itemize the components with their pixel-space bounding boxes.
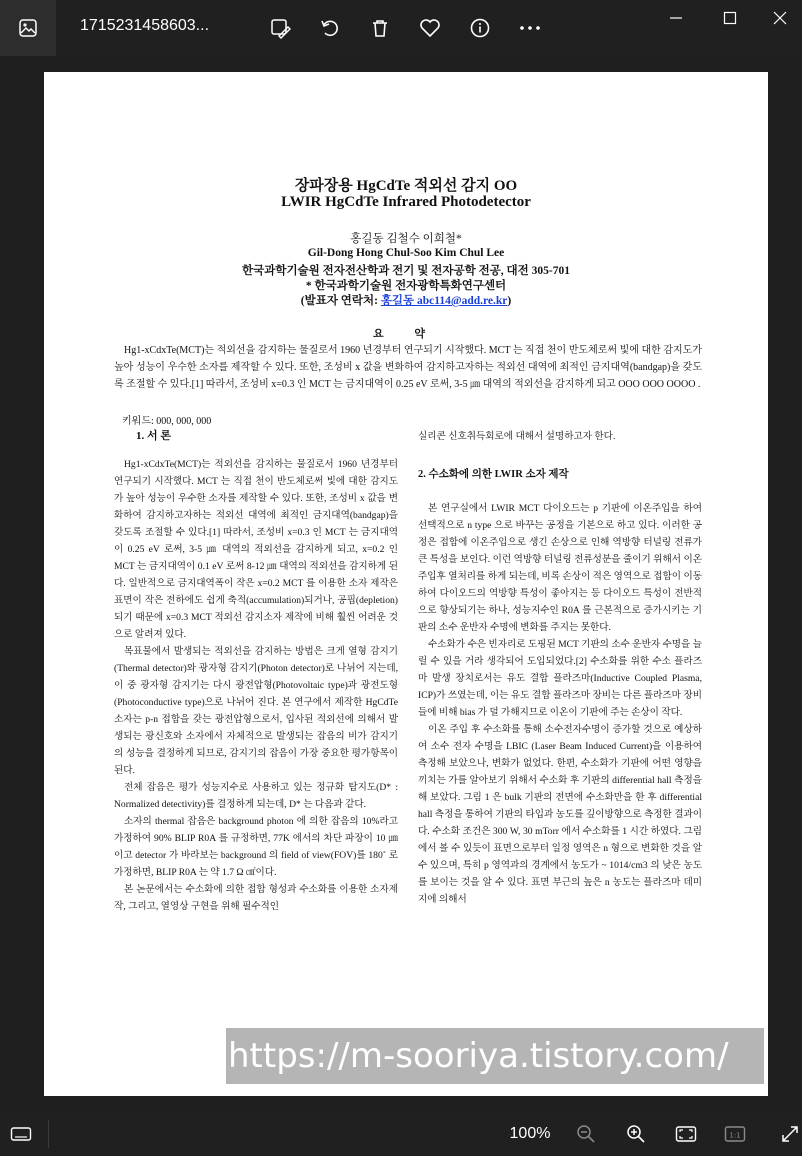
paragraph: 소자의 thermal 잡음은 background photon 에 의한 잡음의 10%라고 가정하여 90% BLIP R0A 를 규정하면, 77K 에서의 차단 파장이 10 ㎛이고 detector 가 바라보는 background 의 field of view(FOV)를 180˚ 로 가정하면, BLIP R0A 는 약 1.7 Ω ㎠이다. (114, 816, 398, 878)
file-name: 1715231458603... (80, 17, 210, 34)
svg-text:1:1: 1:1 (729, 1131, 741, 1140)
contact-suffix: ) (507, 295, 512, 307)
close-icon[interactable] (768, 6, 792, 30)
paragraph: 이온 주입 후 수소화를 통해 소수전자수명이 증가할 것으로 예상하여 소수 전자 수명을 LBIC (Laser Beam Induced Current)을 이용하여 측정해 보았으나, 변화가 없었다. 한편, 수소화가 기판에 어떤 영향을 끼치는 가를 알아보기 위해서 수소화 후 기판의 differential hall 측정을 해 보았다. 그림 1 은 bulk 기판의 전면에 수소화만을 한 후 differential hall 측정을 통하여 기판의 타입과 농도를 깊이방향으로 측정한 결과이다. 수소화 조건은 300 W, 30 mTorr 에서 수소화를 1 시간 하였다. 그림에서 볼 수 있듯이 표면으로부터 일정 영역은 n 형으로 변화한 것을 알 수 있으며, 특히 p 영역과의 경계에서 농도가 ~ 1014/cm3 의 낮은 농도를 보이는 것을 알 수 있다. 표면 부근의 높은 n 농도는 플라즈마 데미지에 의해서 (418, 724, 702, 905)
title-bar (0, 0, 802, 56)
paragraph: 본 연구실에서 LWIR MCT 다이오드는 p 기판에 이온주입을 하여 선택적으로 n type 으로 바꾸는 공정을 기본으로 하고 있다. 이러한 공정은 접합에 이온주입으로 생긴 손상으로 인해 역방향 터널링 전류가 큰 특성을 보인다. 이런 역방향 터널링 전류성분을 줄이기 위해서 이온주입후 열처리를 하게 되는데, 비록 손상이 적은 영역으로 접합이 이동하여 다이오드의 역방향 특성이 좋아지는 등 다이오드 특성이 전반적으로 향상되기는 하나, 성능지수인 R0A 를 근본적으로 증가시키는 기판의 소수 운반자 수명에 변화를 주지는 못한다. (418, 503, 702, 633)
more-icon[interactable] (516, 14, 544, 42)
keywords: 키워드: 000, 000, 000 (122, 416, 212, 427)
contact-email-link[interactable]: 홍길동 abc114@add.re.kr (380, 295, 508, 307)
zoom-in-icon[interactable] (624, 1122, 648, 1146)
document-page (44, 72, 768, 1096)
watermark-url: https://m-sooriya.tistory.com/ (226, 1028, 764, 1084)
abstract-heading: 요 약 (372, 328, 439, 340)
left-column (114, 456, 398, 915)
zoom-out-icon[interactable] (574, 1122, 598, 1146)
authors-english: Gil-Dong Hong Chul-Soo Kim Chul Lee (307, 247, 505, 259)
abstract-text: Hg1-xCdxTe(MCT)는 적외선을 감지하는 물질로서 1960 년경부터 연구되기 시작했다. MCT 는 직접 천이 반도체로써 빛에 대한 감지도가 높아 성능이 우수한 소자를 제작할 수 있다. 또한, 조성비 x 값을 변화하여 감지하고자하는 적외선 대역에 최적인 금지대역(bandgap)을 갖도록 조절할 수 있다.[1] 따라서, 조성비 x=0.3 인 MCT 는 금지대역이 0.25 eV 로써, 3-5 ㎛ 대역의 적외선을 감지하게 되고 OOO OOO OOOO . (114, 345, 702, 390)
edit-image-icon[interactable] (266, 14, 294, 42)
paper-title-korean: 장파장용 HgCdTe 적외선 감지 OO (294, 178, 518, 194)
fullscreen-icon[interactable] (778, 1122, 802, 1146)
paragraph: Hg1-xCdxTe(MCT)는 적외선을 감지하는 물질로서 1960 년경부터 연구되기 시작했다. MCT 는 직접 천이 반도체로써 빛에 대한 감지도가 높아 성능이 우수한 소자를 제작할 수 있다. 또한, 조성비 x 값을 변화하여 감지하고자하는 적외선 대역에 최적인 금지대역(bandgap)을 갖도록 조절할 수 있다.[1] 따라서, 조성비 x=0.3 인 MCT 는 금지대역이 0.25 eV 로써, 3-5 ㎛ 대역의 적외선을 감지하게 되고, x=0.2 인 MCT 는 금지대역이 0.1 eV 로써 8-12 ㎛ 대역의 적외선을 감지하게 된다. 일반적으로 금지대역폭이 작은 x=0.2 MCT 를 이용한 소자 제작은 표면이 작은 전하에도 쉽게 축적(accumulation)되거나, 공핍(depletion)되기 때문에 x=0.3 MCT 적외선 감지소자 제작에 비해 훨씬 어려운 것으로 알려져 있다. (114, 459, 398, 640)
section-2-title: 2. 수소화에 의한 LWIR 소자 제작 (418, 469, 569, 480)
rotate-icon[interactable] (316, 14, 344, 42)
paragraph: 목표물에서 발생되는 적외선을 감지하는 방법은 크게 열형 감지기(Thermal detector)와 광자형 감지기(Photon detector)로 나뉘어 지는데, 이 중 광자형 감지기는 다시 광전압형(Photovoltaic type)과 광전도형(Photoconductive type)으로 나뉘어 진다. 본 연구에서 제작한 HgCdTe 소자는 p-n 접합을 갖는 광전압형으로서, 입사된 적외선에 의해서 발생되는 광신호와 소자에서 자체적으로 발생되는 잡음의 비가 감지기의 성능을 결정하게 되므로, 감지기의 잡음이 가장 중요한 평가항목이 된다. (114, 646, 398, 776)
zoom-level[interactable]: 100% (509, 1125, 551, 1142)
image-viewer[interactable] (0, 56, 802, 1112)
paragraph: 전체 잡음은 평가 성능지수로 사용하고 있는 정규화 탐지도(D* : Normalized detectivity)를 결정하게 되는데, D* 는 다음과 같다. (114, 782, 398, 810)
paragraph: 본 논문에서는 수소화에 의한 접합 형성과 수소화를 이용한 소자제작, 그리고, 열영상 구현을 위해 필수적인 (114, 884, 398, 912)
status-bar (0, 1112, 802, 1156)
contact-prefix: (발표자 연락처: (300, 295, 381, 307)
minimize-icon[interactable] (664, 6, 688, 30)
favorite-icon[interactable] (416, 14, 444, 42)
section-1-title: 1. 서 론 (136, 430, 172, 442)
authors-korean: 홍길동 김철수 이희철* (350, 233, 462, 245)
paper-title-english: LWIR HgCdTe Infrared Photodetector (281, 194, 531, 210)
filmstrip-icon[interactable] (8, 1122, 34, 1146)
actual-size-icon[interactable] (722, 1122, 748, 1146)
divider (48, 1120, 49, 1148)
affiliation-1: 한국과학기술원 전자전산학과 전기 및 전자공학 전공, 대전 305-701 (242, 265, 570, 277)
info-icon[interactable] (466, 14, 494, 42)
right-column-intro: 실리콘 신호취득회로에 대해서 설명하고자 한다. (418, 431, 616, 442)
gallery-icon[interactable] (0, 0, 56, 56)
fit-to-window-icon[interactable] (674, 1122, 698, 1146)
paragraph: 수소화가 수은 빈자리로 도핑된 MCT 기판의 소수 운반자 수명을 늘릴 수 있을 거라 생각되어 도입되었다.[2] 수소화를 위한 수소 플라즈마 발생 장치로서는 유도 결합 플라즈마(Inductive Coupled Plasma, ICP)가 쓰였는데, 이는 유도 결합 플라즈마 장비는 다른 플라즈마 장비들에 비해 bias 가 덜 가해지므로 이온이 기판에 주는 손상이 작다. (418, 639, 702, 718)
right-column (418, 466, 702, 908)
delete-icon[interactable] (366, 14, 394, 42)
maximize-icon[interactable] (718, 6, 742, 30)
contact-line (44, 292, 768, 308)
affiliation-2: * 한국과학기술원 전자광학특화연구센터 (305, 280, 507, 292)
